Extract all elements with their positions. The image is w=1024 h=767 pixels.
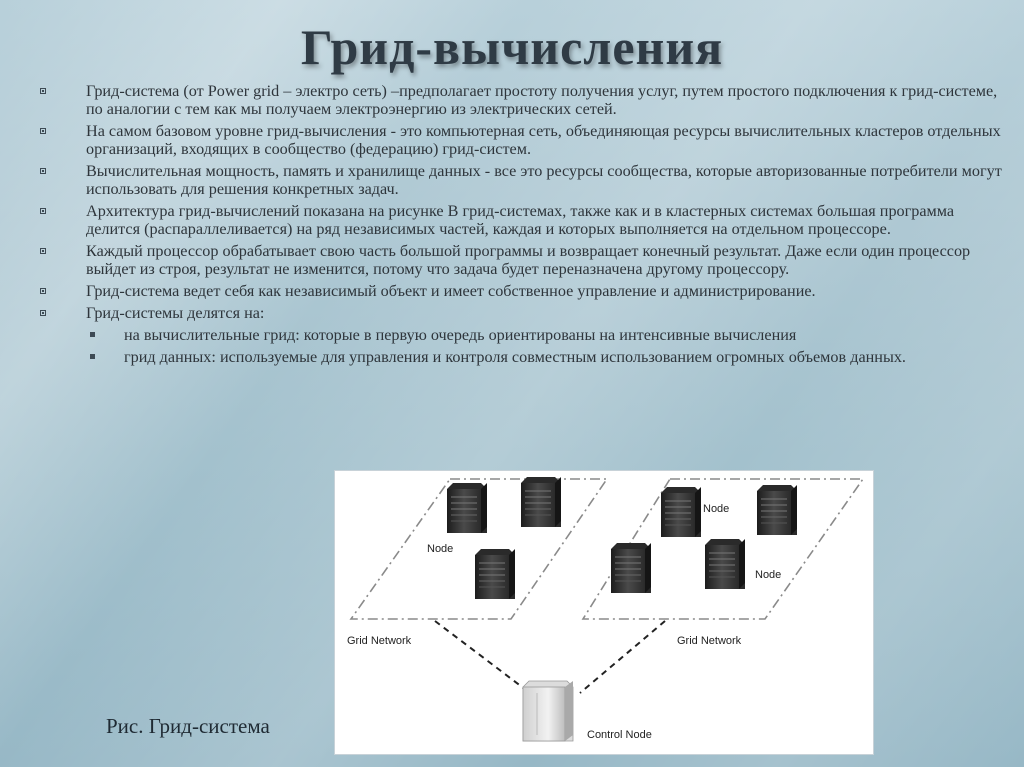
figure-caption: Рис. Грид-система (106, 714, 270, 738)
bullet-item: Архитектура грид-вычислений показана на рисунке В грид-системах, также как и в кластерных системах большая программа делится (распараллеливается) на ряд независимых частей, каждая и которых выполняется на отдельном процессоре. (38, 202, 1008, 238)
server-icon (447, 483, 487, 533)
bullet-item: На самом базовом уровне грид-вычисления - это компьютерная сеть, объединяющая ресурсы вычислительных кластеров отдельных организаций, входящих в сообщество (федерацию) грид-систем. (38, 122, 1008, 158)
bullet-list (38, 82, 1008, 370)
bullet-item: Грид-системы делятся на: (38, 304, 1008, 322)
grid-diagram (335, 471, 873, 754)
bullet-marker-icon (40, 88, 46, 94)
server-icon (475, 549, 515, 599)
server-icon (611, 543, 651, 593)
bullet-marker-icon (40, 288, 46, 294)
sub-bullet-item: на вычислительные грид: которые в первую очередь ориентированы на интенсивные вычисления (38, 326, 1008, 344)
server-icon (705, 539, 745, 589)
bullet-item: Вычислительная мощность, память и хранилище данных - все это ресурсы сообщества, которые авторизованные потребители могут использовать для решения конкретных задач. (38, 162, 1008, 198)
control-node-label: Control Node (587, 729, 652, 741)
grid-network-label: Grid Network (677, 635, 742, 647)
node-label: Node (755, 569, 782, 581)
sub-bullet-marker-icon (90, 354, 95, 359)
grid-network-label: Grid Network (347, 635, 412, 647)
bullet-marker-icon (40, 310, 46, 316)
bullet-item: Грид-система ведет себя как независимый объект и имеет собственное управление и администрирование. (38, 282, 1008, 300)
server-icon (521, 477, 561, 527)
slide-title: Грид-вычисления (300, 19, 724, 75)
server-icon (757, 485, 797, 535)
bullet-marker-icon (40, 168, 46, 174)
bullet-marker-icon (40, 128, 46, 134)
node-label: Node (703, 503, 730, 515)
bullet-item: Каждый процессор обрабатывает свою часть большой программы и возвращает конечный результат. Даже если один процессор выйдет из строя, результат не изменится, потому что задача будет переназначена другому процессору. (38, 242, 1008, 278)
server-icon (661, 487, 701, 537)
bullet-marker-icon (40, 208, 46, 214)
bullet-marker-icon (40, 248, 46, 254)
grid-system-figure (334, 470, 874, 755)
control-node-icon (523, 681, 573, 741)
sub-bullet-item: грид данных: используемые для управления и контроля совместным использованием огромных объемов данных. (38, 348, 1008, 366)
sub-bullet-marker-icon (90, 332, 95, 337)
bullet-item: Грид-система (от Power grid – электро сеть) –предполагает простоту получения услуг, путем простого подключения к грид-системе, по аналогии с тем как мы получаем электроэнергию из электрических сетей. (38, 82, 1008, 118)
node-label: Node (427, 543, 454, 555)
